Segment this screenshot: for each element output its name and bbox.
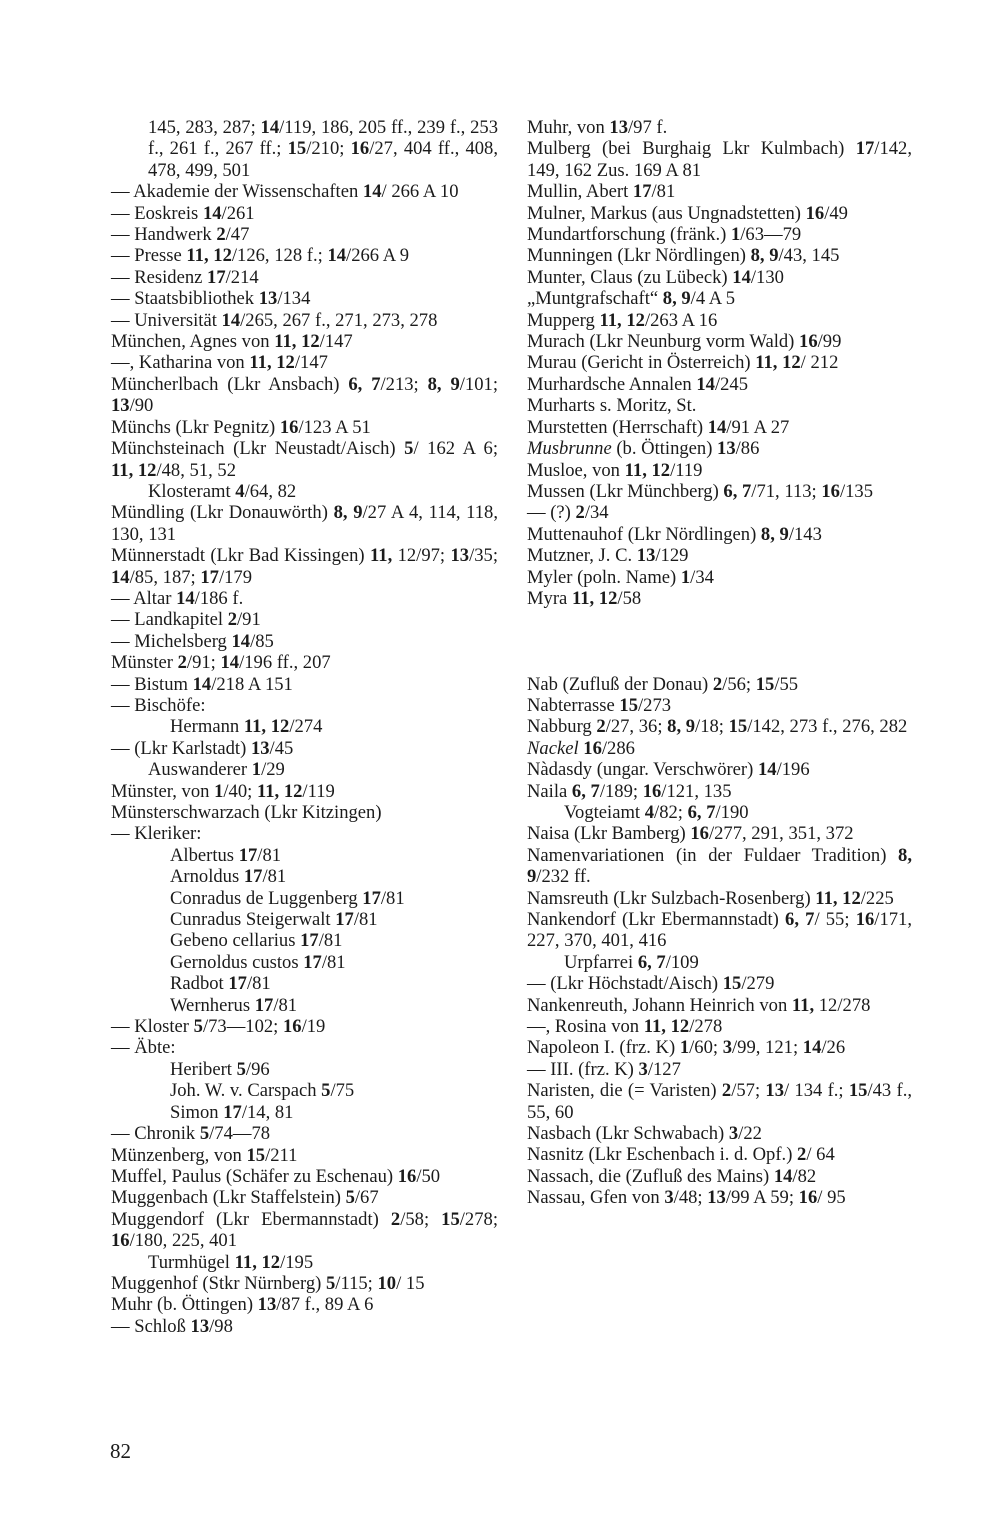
index-entry: Gebeno cellarius 17/81 bbox=[170, 930, 343, 952]
index-entry: Auswanderer 1/29 bbox=[148, 759, 285, 781]
index-entry: — Schloß 13/98 bbox=[111, 1315, 233, 1337]
index-entry: Münster 2/91; 14/196 ff., 207 bbox=[111, 652, 331, 674]
index-entry: Mulner, Markus (aus Ungnadstetten) 16/49 bbox=[527, 202, 848, 224]
index-entry: Mussen (Lkr Münchberg) 6, 7/71, 113; 16/135 bbox=[527, 480, 874, 502]
index-entry: Hermann 11, 12/274 bbox=[170, 716, 323, 738]
index-entry: Nab (Zufluß der Donau) 2/56; 15/55 bbox=[527, 673, 799, 695]
index-entry: Muffel, Paulus (Schäfer zu Eschenau) 16/50 bbox=[111, 1165, 441, 1187]
index-entry: — Staatsbibliothek 13/134 bbox=[111, 288, 311, 310]
index-entry: Namenvariationen (in der Fuldaer Tradition) 8, 9/232 ff. bbox=[527, 844, 912, 888]
index-entry: Musloe, von 11, 12/119 bbox=[527, 459, 703, 481]
index-entry: Gernoldus custos 17/81 bbox=[170, 951, 346, 973]
index-entry: Münchsteinach (Lkr Neustadt/Aisch) 5/ 162 A 6; 11, 12/48, 51, 52 bbox=[111, 438, 498, 481]
index-entry: Nabterrasse 15/273 bbox=[527, 694, 672, 716]
index-entry: Myra 11, 12/58 bbox=[527, 587, 642, 609]
index-entry: 145, 283, 287; 14/119, 186, 205 ff., 239 f., 253 f., 261 f., 267 ff.; 15/210; 16/27, 404 ff., 408, 478, 499, 501 bbox=[148, 117, 498, 181]
index-entry: — Kleriker: bbox=[111, 823, 202, 845]
index-entry: Naisa (Lkr Bamberg) 16/277, 291, 351, 372 bbox=[527, 823, 854, 845]
index-entry: Vogteiamt 4/82; 6, 7/190 bbox=[564, 801, 749, 823]
index-entry: — Äbte: bbox=[111, 1037, 176, 1059]
index-entry: Simon 17/14, 81 bbox=[170, 1101, 294, 1123]
index-entry: Klosteramt 4/64, 82 bbox=[148, 480, 297, 502]
index-entry: Mupperg 11, 12/263 A 16 bbox=[527, 309, 718, 331]
index-entry: Nabburg 2/27, 36; 8, 9/18; 15/142, 273 f., 276, 282 bbox=[527, 716, 908, 738]
index-entry: Muggendorf (Lkr Ebermannstadt) 2/58; 15/278; 16/180, 225, 401 bbox=[111, 1208, 498, 1252]
index-entry: — Handwerk 2/47 bbox=[111, 224, 250, 246]
index-entry: Mullin, Abert 17/81 bbox=[527, 181, 676, 203]
section-gap bbox=[527, 652, 912, 673]
index-entry: — Residenz 17/214 bbox=[111, 266, 259, 288]
index-entry: Nassach, die (Zufluß des Mains) 14/82 bbox=[527, 1165, 817, 1187]
index-entry: Conradus de Luggenberg 17/81 bbox=[170, 887, 405, 909]
index-entry: Mündling (Lkr Donauwörth) 8, 9/27 A 4, 114, 118, 130, 131 bbox=[111, 502, 498, 545]
index-entry: — Chronik 5/74—78 bbox=[111, 1123, 271, 1145]
index-entry: „Muntgrafschaft“ 8, 9/4 A 5 bbox=[527, 288, 736, 310]
index-entry: Naila 6, 7/189; 16/121, 135 bbox=[527, 780, 732, 802]
index-entry: — Bistum 14/218 A 151 bbox=[111, 673, 293, 695]
index-entry: Arnoldus 17/81 bbox=[170, 866, 287, 888]
index-entry: Nassau, Gfen von 3/48; 13/99 A 59; 16/ 95 bbox=[527, 1187, 846, 1209]
index-entry: Heribert 5/96 bbox=[170, 1058, 270, 1080]
index-entry: Nankenreuth, Johann Heinrich von 11, 12/278 bbox=[527, 994, 871, 1016]
index-entry: — Michelsberg 14/85 bbox=[111, 630, 274, 652]
index-entry: Murau (Gericht in Österreich) 11, 12/ 212 bbox=[527, 352, 839, 374]
index-entry: Muggenhof (Stkr Nürnberg) 5/115; 10/ 15 bbox=[111, 1272, 425, 1294]
index-entry: Musbrunne (b. Öttingen) 13/86 bbox=[527, 438, 760, 460]
index-column-right bbox=[527, 117, 912, 1209]
index-entry: Mulberg (bei Burghaig Lkr Kulmbach) 17/142, 149, 162 Zus. 169 A 81 bbox=[527, 138, 912, 181]
index-entry: — Universität 14/265, 267 f., 271, 273, 278 bbox=[111, 309, 438, 331]
index-entry: — Eoskreis 14/261 bbox=[111, 202, 255, 224]
index-entry: Munter, Claus (zu Lübeck) 14/130 bbox=[527, 266, 784, 288]
index-entry: Urpfarrei 6, 7/109 bbox=[564, 951, 699, 973]
index-entry: — Altar 14/186 f. bbox=[111, 587, 244, 609]
index-entry: —, Katharina von 11, 12/147 bbox=[111, 352, 328, 374]
index-entry: — (?) 2/34 bbox=[527, 502, 609, 524]
index-entry: Joh. W. v. Carspach 5/75 bbox=[170, 1080, 355, 1102]
index-entry: Murhardsche Annalen 14/245 bbox=[527, 373, 749, 395]
index-entry: — Akademie der Wissenschaften 14/ 266 A 10 bbox=[111, 181, 459, 203]
index-entry: Münzenberg, von 15/211 bbox=[111, 1144, 298, 1166]
index-entry: —, Rosina von 11, 12/278 bbox=[527, 1016, 723, 1038]
index-column-left bbox=[111, 117, 498, 1337]
index-entry: Mutzner, J. C. 13/129 bbox=[527, 545, 689, 567]
index-entry: Cunradus Steigerwalt 17/81 bbox=[170, 909, 378, 931]
index-entry: Radbot 17/81 bbox=[170, 973, 271, 995]
index-entry: Wernherus 17/81 bbox=[170, 994, 298, 1016]
index-entry: Muhr (b. Öttingen) 13/87 f., 89 A 6 bbox=[111, 1294, 374, 1316]
page-number: 82 bbox=[110, 1439, 131, 1463]
index-entry: — (Lkr Höchstadt/Aisch) 15/279 bbox=[527, 973, 775, 995]
index-entry: Myler (poln. Name) 1/34 bbox=[527, 566, 714, 588]
index-entry: — Bischöfe: bbox=[111, 694, 206, 716]
index-entry: Muhr, von 13/97 f. bbox=[527, 117, 668, 138]
index-entry: — Presse 11, 12/126, 128 f.; 14/266 A 9 bbox=[111, 245, 410, 267]
index-entry: — (Lkr Karlstadt) 13/45 bbox=[111, 737, 294, 759]
index-entry: München, Agnes von 11, 12/147 bbox=[111, 331, 353, 353]
section-gap bbox=[527, 609, 912, 630]
index-entry: Nankendorf (Lkr Ebermannstadt) 6, 7/ 55; 16/171, 227, 370, 401, 416 bbox=[527, 908, 912, 952]
index-entry: Muttenauhof (Lkr Nördlingen) 8, 9/143 bbox=[527, 523, 822, 545]
index-entry: Namsreuth (Lkr Sulzbach-Rosenberg) 11, 12/225 bbox=[527, 887, 894, 909]
index-entry: Münchs (Lkr Pegnitz) 16/123 A 51 bbox=[111, 416, 371, 438]
section-gap bbox=[527, 631, 912, 652]
index-entry: Münnerstadt (Lkr Bad Kissingen) 11, 12/97; 13/35; 14/85, 187; 17/179 bbox=[111, 545, 498, 588]
index-entry: Turmhügel 11, 12/195 bbox=[148, 1251, 314, 1273]
index-entry: Mundartforschung (fränk.) 1/63—79 bbox=[527, 224, 802, 246]
index-entry: Münster, von 1/40; 11, 12/119 bbox=[111, 780, 335, 802]
index-entry: Naristen, die (= Varisten) 2/57; 13/ 134 f.; 15/43 f., 55, 60 bbox=[527, 1080, 912, 1123]
index-entry: — III. (frz. K) 3/127 bbox=[527, 1058, 681, 1080]
index-entry: Muggenbach (Lkr Staffelstein) 5/67 bbox=[111, 1187, 379, 1209]
index-entry: Nackel 16/286 bbox=[527, 737, 635, 759]
index-entry: Münsterschwarzach (Lkr Kitzingen) bbox=[111, 802, 382, 823]
index-entry: Nasnitz (Lkr Eschenbach i. d. Opf.) 2/ 64 bbox=[527, 1144, 835, 1166]
index-entry: — Kloster 5/73—102; 16/19 bbox=[111, 1016, 326, 1038]
index-entry: Munningen (Lkr Nördlingen) 8, 9/43, 145 bbox=[527, 245, 840, 267]
index-entry: Murach (Lkr Neunburg vorm Wald) 16/99 bbox=[527, 331, 842, 353]
index-entry: Murharts s. Moritz, St. bbox=[527, 395, 697, 417]
index-entry: Nasbach (Lkr Schwabach) 3/22 bbox=[527, 1123, 762, 1145]
index-entry: Nàdasdy (ungar. Verschwörer) 14/196 bbox=[527, 759, 810, 781]
index-entry: — Landkapitel 2/91 bbox=[111, 609, 261, 631]
index-entry: Napoleon I. (frz. K) 1/60; 3/99, 121; 14/26 bbox=[527, 1037, 846, 1059]
index-entry: Albertus 17/81 bbox=[170, 844, 282, 866]
index-entry: Murstetten (Herrschaft) 14/91 A 27 bbox=[527, 416, 790, 438]
index-entry: Müncherlbach (Lkr Ansbach) 6, 7/213; 8, 9/101; 13/90 bbox=[111, 373, 498, 417]
